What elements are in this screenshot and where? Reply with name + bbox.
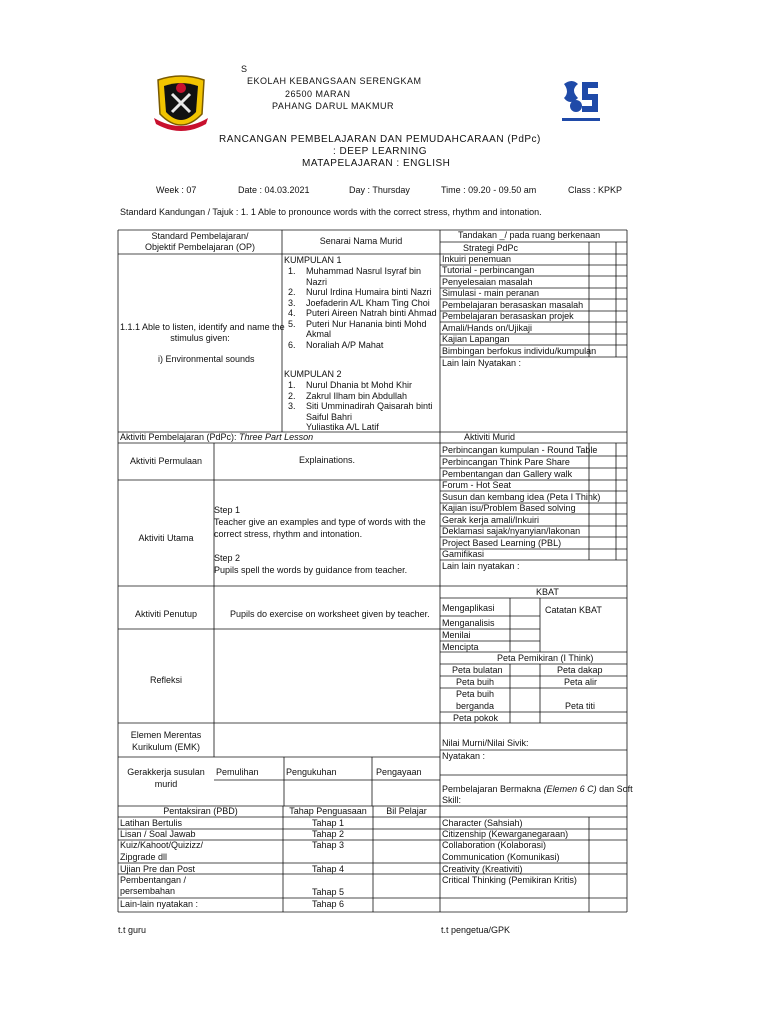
pbd-tahap: Tahap 6 xyxy=(311,899,345,909)
bil-pelajar-header: Bil Pelajar xyxy=(386,806,427,816)
pbd-method: Lisan / Soal Jawab xyxy=(120,829,196,839)
pbd-method: Ujian Pre dan Post xyxy=(120,864,196,874)
time-label: Time : 09.20 - 09.50 am xyxy=(441,185,537,195)
pbd-method: Latihan Bertulis xyxy=(120,818,183,828)
school-name: EKOLAH KEBANGSAAN SERENGKAM xyxy=(247,76,422,86)
pbd-tahap: Tahap 3 xyxy=(311,840,345,850)
header-tandakan: Tandakan _/ pada ruang berkenaan xyxy=(458,230,601,240)
aktiviti-murid-item: Pembentangan dan Gallery walk xyxy=(442,469,573,479)
kbat-header: KBAT xyxy=(536,587,559,597)
group-1-title: KUMPULAN 1 xyxy=(284,255,342,265)
subject-line: MATAPELAJARAN : ENGLISH xyxy=(302,158,451,169)
address-line-2: PAHANG DARUL MAKMUR xyxy=(272,101,395,111)
soft-skill-item: Character (Sahsiah) xyxy=(442,818,523,828)
step-1-label: Step 1 xyxy=(214,505,241,515)
strategi-item: Penyelesaian masalah xyxy=(442,277,533,287)
student-item: 1. Nurul Dhania bt Mohd Khir xyxy=(288,380,413,390)
objective-line-3: i) Environmental sounds xyxy=(158,354,255,364)
pengayaan-label: Pengayaan xyxy=(376,767,422,777)
aktiviti-utama-label: Aktiviti Utama xyxy=(138,533,194,543)
student-item: 1. Muhammad Nasrul Isyraf bin Nazri xyxy=(288,266,422,287)
pbd-method: persembahan xyxy=(120,886,176,896)
student-item: 4. Puteri Aireen Natrah binti Ahmad xyxy=(288,308,437,318)
student-item: 2. Zakrul Ilham bin Abdullah xyxy=(288,390,408,401)
aktiviti-murid-item: Gerak kerja amali/Inkuiri xyxy=(442,515,540,525)
step-1-text-2: correct stress, rhythm and intonation. xyxy=(214,529,363,539)
objective-line-1: 1.1.1 Able to listen, identify and name the xyxy=(120,322,285,332)
aktiviti-murid-item: Perbincangan Think Pare Share xyxy=(442,457,570,467)
pbd-method: Pembentangan / xyxy=(120,875,187,885)
step-1-text-1: Teacher give an examples and type of words with the xyxy=(214,517,426,527)
pemulihan-label: Pemulihan xyxy=(216,767,259,777)
peta-pemikiran-header: Peta Pemikiran (I Think) xyxy=(497,653,594,663)
catatan-kbat: Catatan KBAT xyxy=(545,605,602,615)
aktiviti-murid-item: Deklamasi sajak/nyanyian/lakonan xyxy=(442,526,581,536)
aktiviti-title: Aktiviti Pembelajaran (PdPc): Three Part Lesson xyxy=(120,432,314,442)
refleksi-label: Refleksi xyxy=(149,675,182,685)
pbd-tahap: Tahap 2 xyxy=(311,829,345,839)
week-label: Week : 07 xyxy=(156,185,197,195)
pbd-method: Zipgrade dll xyxy=(120,852,168,862)
strategi-item: Tutorial - perbincangan xyxy=(442,265,535,275)
aktiviti-murid-item: Project Based Learning (PBL) xyxy=(442,538,562,548)
signature-guru: t.t guru xyxy=(118,925,147,935)
student-item: 3. Siti Umminadirah Qaisarah binti Saiful Bahri xyxy=(288,401,433,422)
standard-kandungan: Standard Kandungan / Tajuk : 1. 1 Able to pronounce words with the correct stress, rhythm and intonation. xyxy=(120,207,542,217)
aktiviti-murid-item: Susun dan kembang idea (Peta I Think) xyxy=(442,492,601,502)
group-2-list xyxy=(284,380,440,433)
objective-line-2: stimulus given: xyxy=(170,333,230,343)
student-item: Yuliastika A/L Latif xyxy=(306,422,379,432)
aktiviti-permulaan-text: Explainations. xyxy=(299,455,356,465)
strategi-item: Pembelajaran berasaskan projek xyxy=(442,311,574,321)
address-line-1: 26500 MARAN xyxy=(285,89,351,99)
aktiviti-murid-item: Lain lain nyatakan : xyxy=(442,561,520,571)
soft-skill-item: Citizenship (Kewarganegaraan) xyxy=(442,829,569,839)
nyatakan-label: Nyatakan : xyxy=(442,751,486,761)
aktiviti-permulaan-label: Aktiviti Permulaan xyxy=(129,456,203,466)
aktiviti-penutup-text: Pupils do exercise on worksheet given by teacher. xyxy=(230,609,430,619)
student-item: 5. Puteri Nur Hanania binti Mohd Akmal xyxy=(288,318,427,339)
header-standard-1: Standard Pembelajaran/ xyxy=(151,231,249,241)
group-2-title: KUMPULAN 2 xyxy=(284,369,342,379)
pbd-tahap: Tahap 1 xyxy=(311,818,345,828)
strategi-item: Kajian Lapangan xyxy=(442,334,510,344)
pbd-method: Lain-lain nyatakan : xyxy=(120,899,199,909)
peta-alir: Peta alir xyxy=(564,677,598,687)
header-senarai-murid: Senarai Nama Murid xyxy=(319,236,403,246)
peta-titi: Peta titi xyxy=(565,701,596,711)
step-2-label: Step 2 xyxy=(214,553,241,563)
aktiviti-penutup-label: Aktiviti Penutup xyxy=(134,609,198,619)
kbat-item: Menilai xyxy=(442,630,471,640)
student-item: 6. Noraliah A/P Mahat xyxy=(288,339,384,350)
strategi-item: Pembelajaran berasaskan masalah xyxy=(442,300,584,310)
strategi-item: Lain lain Nyatakan : xyxy=(442,358,522,368)
aktiviti-murid-item: Forum - Hot Seat xyxy=(442,480,512,490)
header-standard-2: Objektif Pembelajaran (OP) xyxy=(144,242,256,252)
emk-label-1: Elemen Merentas xyxy=(130,730,202,740)
date-label: Date : 04.03.2021 xyxy=(238,185,310,195)
peta-dakap: Peta dakap xyxy=(557,665,603,675)
strategi-item: Simulasi - main peranan xyxy=(442,288,540,298)
kbat-item: Menganalisis xyxy=(442,618,495,628)
soft-skill-item: Critical Thinking (Pemikiran Kritis) xyxy=(442,875,577,885)
school-name-initial: S xyxy=(241,64,248,74)
group-1-list xyxy=(284,266,440,350)
emk-label-2: Kurikulum (EMK) xyxy=(131,742,200,752)
soft-skill-item: Creativity (Kreativiti) xyxy=(442,864,523,874)
signature-pengetua: t.t pengetua/GPK xyxy=(441,925,511,935)
aktiviti-murid-header: Aktiviti Murid xyxy=(464,432,516,442)
soft-skill-item: Communication (Komunikasi) xyxy=(442,852,560,862)
strategi-item: Bimbingan berfokus individu/kumpulan xyxy=(442,346,597,356)
pbd-tahap: Tahap 5 xyxy=(311,887,345,897)
pbd-header: Pentaksiran (PBD) xyxy=(163,806,238,816)
document-subtitle: : DEEP LEARNING xyxy=(333,146,428,157)
step-2-text: Pupils spell the words by guidance from teacher. xyxy=(214,565,408,575)
kbat-item: Mengaplikasi xyxy=(442,603,495,613)
strategi-item: Amali/Hands on/Ujikaji xyxy=(442,323,533,333)
pembelajaran-bermakna-label: Pembelajaran Bermakna (Elemen 6 C) dan Soft xyxy=(442,784,633,794)
pbd-method: Kuiz/Kahoot/Quizizz/ xyxy=(120,840,204,850)
class-label: Class : KPKP xyxy=(568,185,623,195)
aktiviti-murid-item: Kajian isu/Problem Based solving xyxy=(442,503,576,513)
aktiviti-murid-item: Perbincangan kumpulan - Round Table xyxy=(442,445,598,455)
nilai-murni-label: Nilai Murni/Nilai Sivik: xyxy=(442,738,529,748)
peta-buih-berganda-1: Peta buih xyxy=(456,689,495,699)
peta-pokok: Peta pokok xyxy=(453,713,499,723)
gerakkerja-label-2: murid xyxy=(154,779,178,789)
peta-buih: Peta buih xyxy=(456,677,495,687)
document-title: RANCANGAN PEMBELAJARAN DAN PEMUDAHCARAAN (PdPc) xyxy=(219,134,541,145)
strategi-item: Inkuiri penemuan xyxy=(442,254,512,264)
soft-skill-label: Skill: xyxy=(442,795,462,805)
gerakkerja-label-1: Gerakkerja susulan xyxy=(127,767,205,777)
kbat-item: Mencipta xyxy=(442,642,479,652)
peta-buih-berganda-2: berganda xyxy=(456,701,495,711)
pengukuhan-label: Pengukuhan xyxy=(286,767,337,777)
student-item: 3. Joefaderin A/L Kham Ting Choi xyxy=(288,297,430,308)
header-strategi: Strategi PdPc xyxy=(463,243,519,253)
pbd-tahap: Tahap 4 xyxy=(311,864,345,874)
student-item: 2. Nurul Irdina Humaira binti Nazri xyxy=(288,287,432,297)
day-label: Day : Thursday xyxy=(349,185,410,195)
aktiviti-murid-item: Gamifikasi xyxy=(442,549,485,559)
tahap-penguasaan-header: Tahap Penguasaan xyxy=(289,806,367,816)
soft-skill-item: Collaboration (Kolaborasi) xyxy=(442,840,547,850)
peta-bulatan: Peta bulatan xyxy=(452,665,503,675)
